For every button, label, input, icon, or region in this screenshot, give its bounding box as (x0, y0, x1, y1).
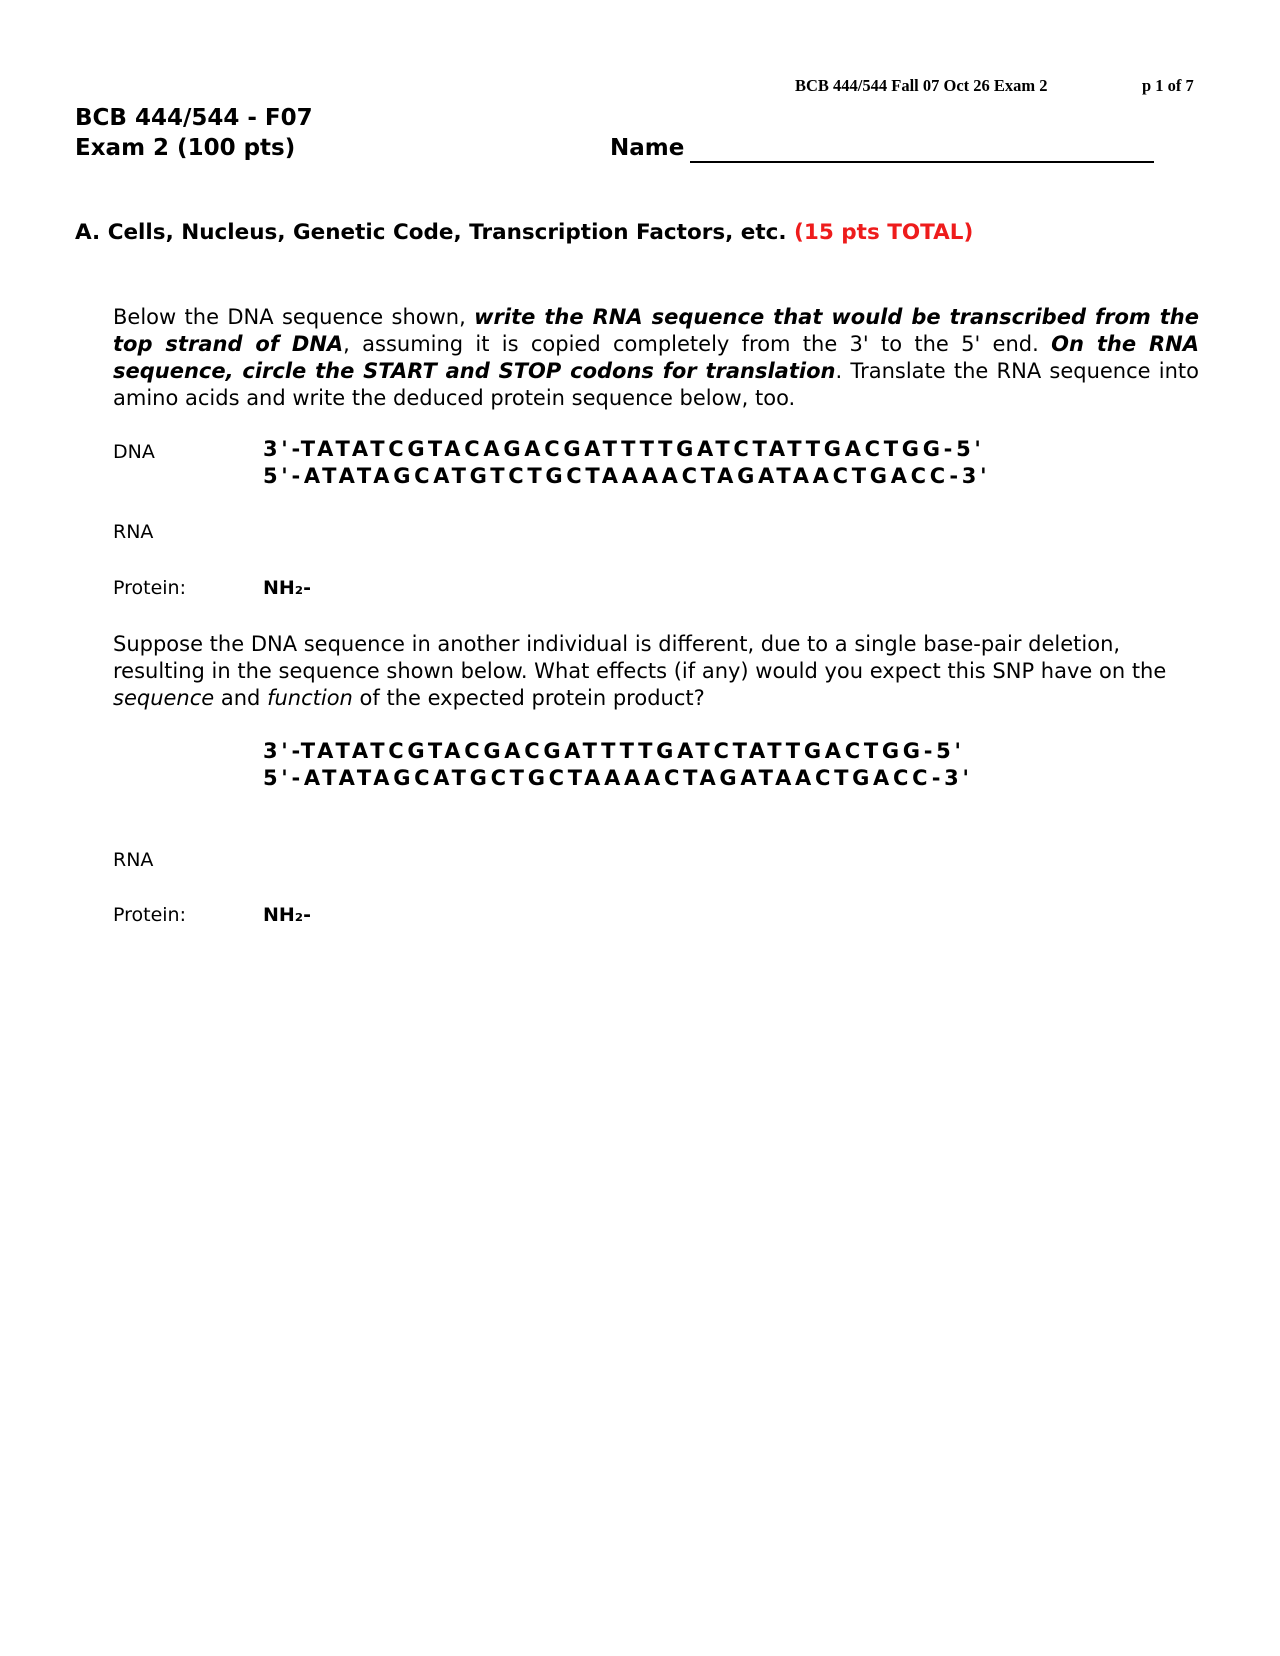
q1-rna-label: RNA (113, 521, 154, 543)
q1-text-3: , assuming it is copied completely from the 3' to the 5' end. (343, 332, 1052, 356)
q2-function-word: function (267, 686, 353, 710)
q1-dna-bottom-strand: 5'-ATATAGCATGTCTGCTAAAACTAGATAACTGACC-3' (263, 464, 991, 488)
q1-instruction-circle: On the RNA sequence, circle the START and STOP codons for translation (113, 332, 1199, 383)
question-1-text (113, 304, 1199, 412)
q2-dna-top-strand: 3'-TATATCGTACGACGATTTTGATCTATTGACTGG-5' (263, 739, 965, 763)
dna-label: DNA (113, 441, 155, 463)
exam-title: Exam 2 (100 pts) (75, 135, 296, 161)
q1-protein-label: Protein: (113, 577, 187, 599)
q2-protein-label: Protein: (113, 904, 187, 926)
q2-text-3: and (214, 686, 268, 710)
q2-rna-label: RNA (113, 849, 154, 871)
section-a-points: (15 pts TOTAL) (794, 220, 974, 245)
running-header-text: BCB 444/544 Fall 07 Oct 26 Exam 2 (795, 76, 1048, 95)
q2-text-1: Suppose the DNA sequence in another individual is different, due to a single base-pair deletion, resulting in the sequence shown below. What effects (if any) would you expect this SNP have on the (113, 632, 1167, 683)
q2-dna-bottom-strand: 5'-ATATAGCATGCTGCTAAAACTAGATAACTGACC-3' (263, 766, 973, 790)
q1-nh2-terminus: NH₂- (263, 577, 312, 599)
page-number: p 1 of 7 (1142, 76, 1194, 95)
q1-dna-top-strand: 3'-TATATCGTACAGACGATTTTGATCTATTGACTGG-5' (263, 437, 985, 461)
q1-text-1: Below the DNA sequence shown, (113, 305, 475, 329)
question-2-text (113, 631, 1213, 712)
q2-nh2-terminus: NH₂- (263, 904, 312, 926)
q1-instruction-transcribe: write the RNA sequence that would be transcribed from the top strand of DNA (113, 305, 1199, 356)
name-label: Name (610, 135, 685, 161)
name-blank-line (690, 161, 1154, 163)
running-header (795, 76, 1194, 96)
q2-text-5: of the expected protein product? (352, 686, 705, 710)
section-a-heading (75, 220, 973, 245)
q2-sequence-word: sequence (113, 686, 215, 710)
course-title: BCB 444/544 - F07 (75, 105, 313, 131)
q1-text-5: . Translate the RNA sequence into amino acids and write the deduced protein sequence below, too. (113, 359, 1199, 410)
section-a-title: A. Cells, Nucleus, Genetic Code, Transcription Factors, etc. (75, 220, 795, 245)
